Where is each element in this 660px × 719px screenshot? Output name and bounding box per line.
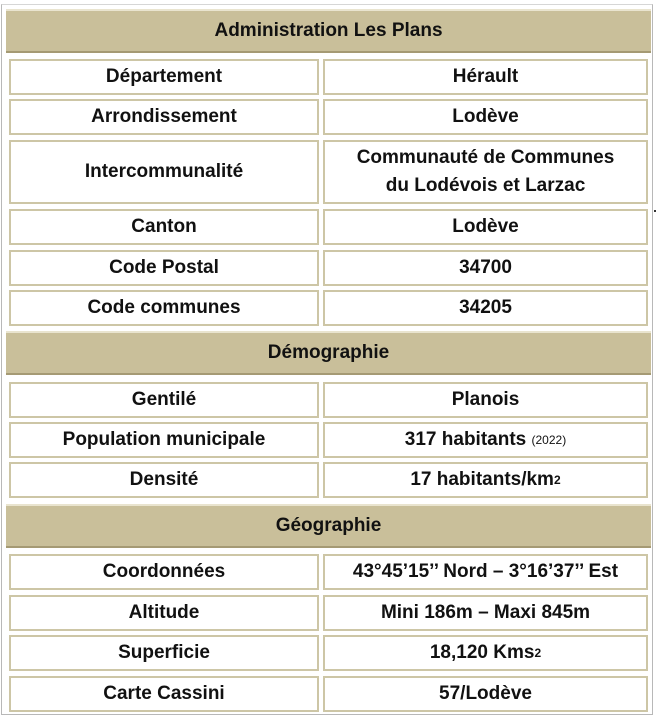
value-intercommunalite xyxy=(323,140,648,204)
value-departement: Hérault xyxy=(323,59,648,95)
label-canton: Canton xyxy=(9,209,319,245)
table-row xyxy=(6,676,651,712)
value-arrondissement: Lodève xyxy=(323,99,648,135)
label-intercommunalite: Intercommunalité xyxy=(9,140,319,204)
table-row xyxy=(6,209,651,245)
value-intercommunalite-line2: du Lodévois et Larzac xyxy=(385,175,586,196)
value-code-postal: 34700 xyxy=(323,250,648,286)
section-header-administration: Administration Les Plans xyxy=(6,9,651,53)
label-altitude: Altitude xyxy=(9,595,319,631)
table-row xyxy=(6,290,651,326)
table-row xyxy=(6,554,651,590)
table-row xyxy=(6,99,651,135)
label-superficie: Superficie xyxy=(9,635,319,671)
table-row xyxy=(6,462,651,498)
label-carte-cassini: Carte Cassini xyxy=(9,676,319,712)
label-departement: Département xyxy=(9,59,319,95)
value-coordonnees: 43°45’15’’ Nord – 3°16’37’’ Est xyxy=(323,554,648,590)
superficie-value: 18,120 Kms xyxy=(429,642,535,663)
label-coordonnees: Coordonnées xyxy=(9,554,319,590)
table-row xyxy=(6,59,651,95)
stray-dot xyxy=(654,210,656,212)
label-arrondissement: Arrondissement xyxy=(9,99,319,135)
value-carte-cassini: 57/Lodève xyxy=(323,676,648,712)
label-code-postal: Code Postal xyxy=(9,250,319,286)
value-code-communes: 34205 xyxy=(323,290,648,326)
population-year: (2022) xyxy=(531,433,567,447)
value-densite: 17 habitants/km 2 xyxy=(323,462,648,498)
value-intercommunalite-line1: Communauté de Communes xyxy=(356,147,615,168)
section-header-demographie: Démographie xyxy=(6,331,651,375)
densite-value: 17 habitants/km xyxy=(410,469,554,490)
label-densite: Densité xyxy=(9,462,319,498)
population-count: 317 habitants xyxy=(404,429,527,450)
label-population: Population municipale xyxy=(9,422,319,458)
table-row xyxy=(6,250,651,286)
table-row xyxy=(6,635,651,671)
value-superficie: 18,120 Kms 2 xyxy=(323,635,648,671)
label-gentile: Gentilé xyxy=(9,382,319,418)
value-canton: Lodève xyxy=(323,209,648,245)
label-code-communes: Code communes xyxy=(9,290,319,326)
table-row xyxy=(6,422,651,458)
table-row xyxy=(6,382,651,418)
value-population xyxy=(323,422,648,458)
table-row xyxy=(6,595,651,631)
section-header-geographie: Géographie xyxy=(6,504,651,548)
value-gentile: Planois xyxy=(323,382,648,418)
table-row xyxy=(6,140,651,204)
value-altitude: Mini 186m – Maxi 845m xyxy=(323,595,648,631)
